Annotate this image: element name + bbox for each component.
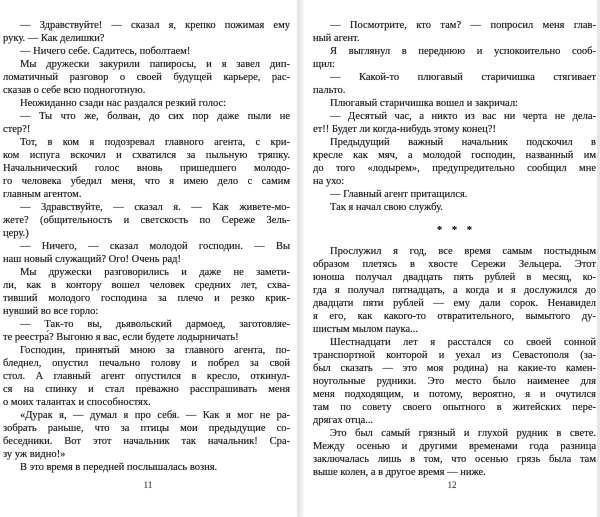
text-line: Это был самый грязный и глухой рудник в свете. [330,428,596,439]
section-separator: * * * [437,225,472,236]
text-line: зу уж видно!» [3,449,66,460]
text-line: — Главный агент притащился. [330,189,468,200]
text-line: — Посмотрите, кто там? — попросил меня глав- [330,20,596,31]
text-line: ли, как в контору вошел человек средних лет, схва- [3,280,290,291]
text-line: Между осенью и другими временами года разница [313,441,596,452]
text-line: транспортной конторой и уехал из Севастополя (за- [313,350,596,361]
text-line: сказав о себе всю подноготную. [3,85,146,96]
text-line: Мы дружески закурили папиросы, и я завел дип- [20,59,290,70]
text-line: нувший во все горло: [3,306,99,317]
text-line: «Дурак я, — думал я про себя. — Как я мог не ра- [20,410,290,421]
text-line: Мы дружески разговорились и даже не замети- [20,267,290,278]
page-left[interactable] [0,0,296,517]
text-line: Тот, в ком я подозревал главного агента, с кри- [20,137,290,148]
text-line: — Здравствуйте, — сказал я. — Как живете-мо- [20,202,290,213]
text-line: ком испуга вскочил и схватился за пыльную тряпку. [3,150,290,161]
text-line: руку. — Как делишки? [3,33,105,44]
text-line: ся на спинку и стал преважно расспрашивать меня [3,384,290,395]
text-line: Предыдущий важный начальник подскочил в [330,137,596,148]
text-line: был сказать — это моя родина) на какие-то камен- [313,363,596,374]
text-line: го человека убедил меня, что я имею дело с самим [3,176,290,187]
text-line: — Так-то вы, дьявольский дармоед, заготовляе- [20,319,290,330]
text-line: Неожиданно сзади нас раздался резкий голос: [20,98,227,109]
text-line: Прослужил я год, все время самым постыдным [330,246,596,257]
text-line: пальто. [313,85,346,96]
text-line: шистым мылом паука... [313,324,419,335]
text-line: — Ты что же, болван, до сих пор даже пыли не [20,111,290,122]
page-right-text [313,19,596,479]
text-line: щил: [313,59,335,70]
text-line: стол. А главный агент опустился в кресло, откинул- [3,371,290,382]
text-line: ноугольные рудники. Это место было наименее для [313,376,596,387]
text-line: заключалась лишь в том, что осенью грязь была там [313,454,596,465]
text-line: жете? (общительность и светскость по Сереже Зель- [3,215,290,226]
text-line: выше колен, а в другое время — ниже. [313,467,486,478]
text-line: Плюгавый старичишка вошел и закричал: [330,98,518,109]
text-line: там по совету своего опытного в житейских пере- [313,402,596,413]
text-line: тивший молодого господина за плечо и резко крик- [3,293,290,304]
text-line: наш новый служащий? Ого! Очень рад! [3,254,181,265]
text-line: о моих талантах и способностях. [3,397,151,408]
text-line: кресле как мяч, а молодой господин, названный им [313,150,596,161]
text-line: В это время в передней послышалась возня. [20,462,218,473]
page-number-right: 12 [447,480,457,490]
text-line: до того «лодырем», предупредительно сообщил мне [313,163,596,174]
text-line: бледнел, опустил печально голову и побрел за свой [3,358,290,369]
text-line: на ухо: [313,176,345,187]
text-line: Шестнадцати лет я расстался со своей сонной [330,337,596,348]
text-line: ет!! Будет ли когда-нибудь этому конец?! [313,124,496,135]
text-line: беседники. Вот этот начальник так начальник! Сра- [3,436,290,447]
text-line: — Десятый час, а никто из вас ни черта не дела- [330,111,596,122]
text-line: церу.) [3,228,29,239]
text-line: дрягах отца... [313,415,374,426]
text-line: Начальнический голос вновь пришедшего молодо- [3,163,290,174]
text-line: меня подходящим, и потому, вероятно, я и очутился [313,389,596,400]
page-gutter [296,0,304,517]
text-line: образом плетясь в хвосте Сережи Зельцера. Этот [313,259,596,270]
text-line: я его, как какого-то отвратительного, вымытого ду- [313,311,596,322]
text-line: — Ничего, — сказал молодой господин. — Вы [20,241,290,252]
text-line: стер?! [3,124,31,135]
text-line: ный агент. [313,33,360,44]
text-line: зобрать раньше, что за птицы мои предыдущие со- [3,423,290,434]
text-line: юноша получал двадцать пять рублей в месяц, ко- [313,272,596,283]
text-line: Господин, принятый мною за главного агента, по- [20,345,290,356]
text-line: Я выглянул в переднюю и успокоительно сооб- [330,46,596,57]
page-right[interactable] [304,0,600,517]
text-line: гда я получал пятнадцать, а когда и я дослужился до [313,285,596,296]
text-line: — Ничего себе. Садитесь, поболтаем! [20,46,191,57]
text-line: — Какой-то плюгавый старичишка стягивает [330,72,596,83]
text-line: те реестра́? Выгоню я вас, если будете лодырничать! [3,332,239,343]
text-line: главным агентом. [3,189,82,200]
text-line: ломатичный разговор о своей будущей карьере, рас- [3,72,290,83]
text-line: — Здравствуйте! — сказал я, крепко пожимая ему [20,20,290,31]
text-line: двадцати пяти рублей — ему дали сорок. Ненавидел [313,298,596,309]
text-line: Так я начал свою службу. [330,202,443,213]
page-number-left: 11 [143,480,153,490]
page-left-text [3,19,290,474]
